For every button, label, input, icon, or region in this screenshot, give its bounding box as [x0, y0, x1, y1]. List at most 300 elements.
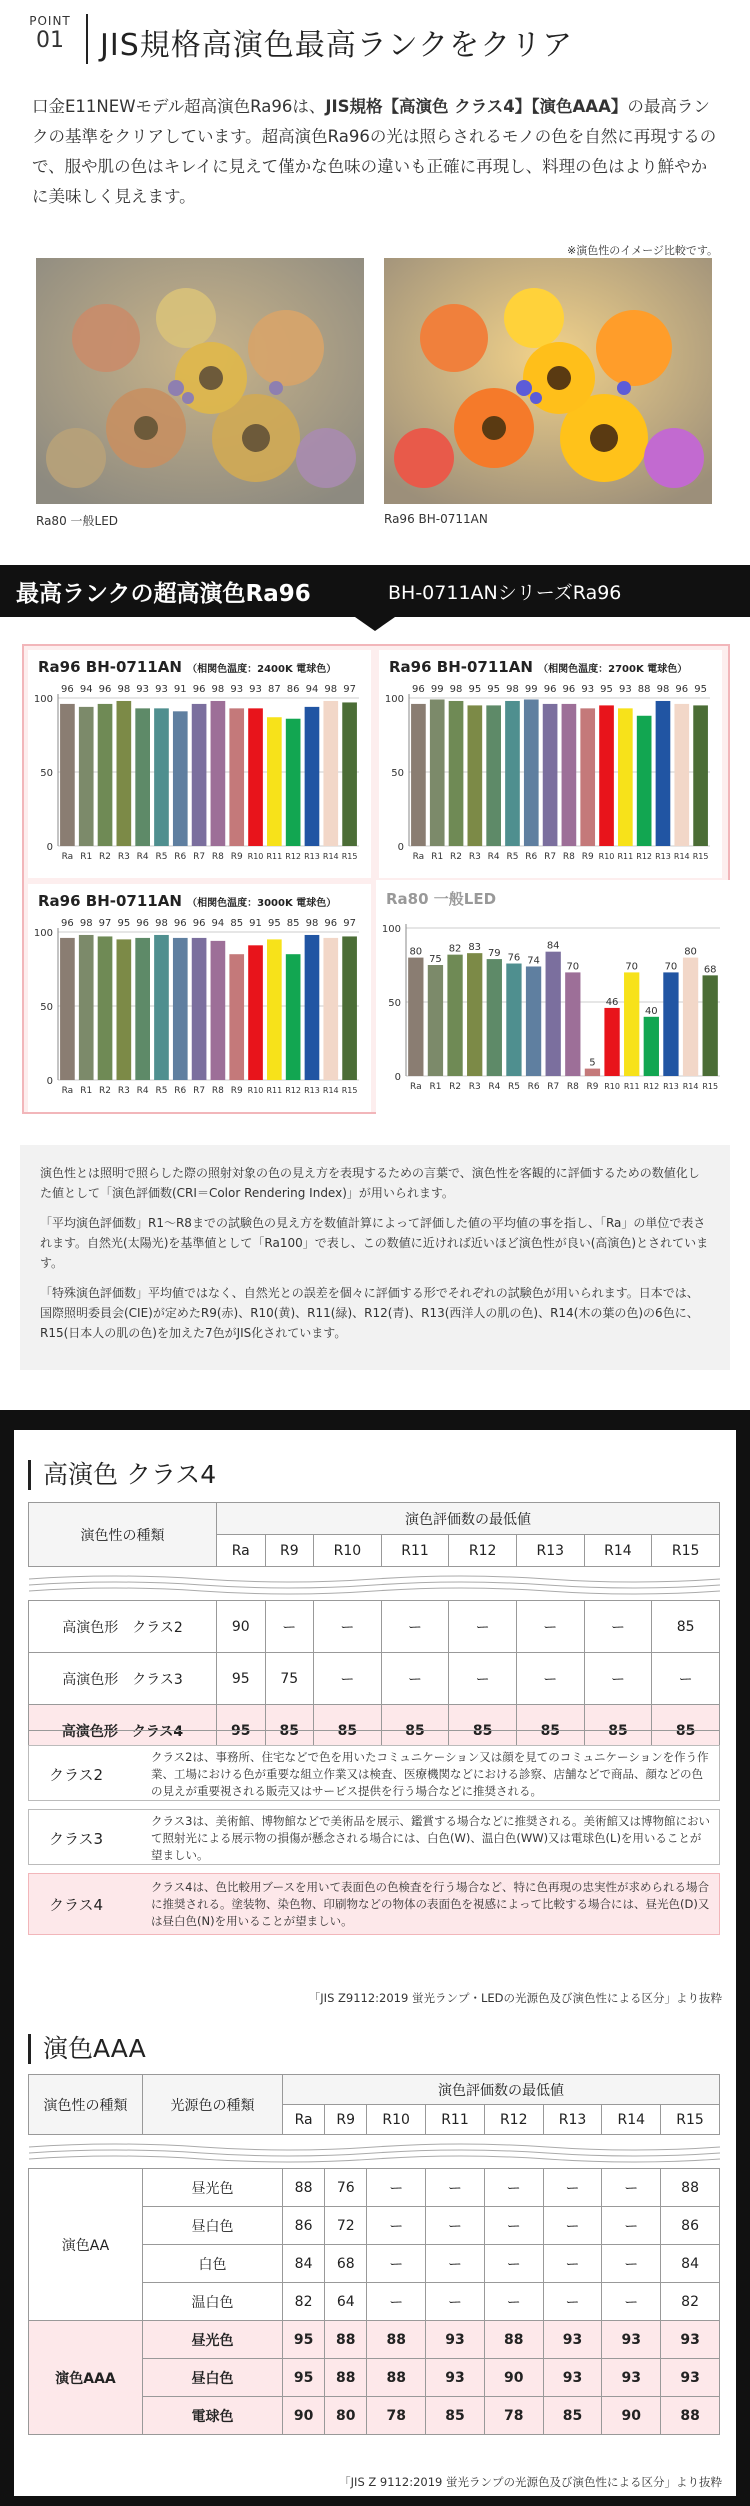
table-cell: 84 [661, 2245, 720, 2283]
x-tick-label: R15 [341, 852, 358, 861]
x-tick-label: R1 [429, 1082, 442, 1092]
table-cell: ー [367, 2245, 426, 2283]
data-label: 95 [468, 684, 482, 695]
spec-card [14, 1430, 736, 2496]
bar-R2 [447, 955, 462, 1076]
bar-R14 [323, 938, 338, 1080]
data-label: 96 [192, 918, 206, 929]
bar-R8 [211, 941, 226, 1080]
intro-text [32, 92, 722, 212]
flower-photo-ra96 [384, 258, 712, 504]
banner-arrow [355, 617, 395, 631]
bar-R5 [154, 935, 169, 1080]
x-tick-label: R15 [702, 1082, 719, 1091]
x-tick-label: R6 [174, 852, 187, 862]
bar-R6 [173, 938, 188, 1080]
x-tick-label: R5 [155, 852, 168, 862]
y-tick-label: 0 [46, 1076, 53, 1087]
table-cell: 75 [265, 1653, 314, 1705]
bar-chart-2700k [379, 678, 722, 878]
photo-caption-ra96: Ra96 BH-0711AN [384, 512, 488, 526]
table-cell: 78 [484, 2397, 543, 2435]
x-tick-label: R5 [507, 1082, 520, 1092]
x-tick-label: R11 [617, 852, 634, 861]
table-cell: 88 [367, 2359, 426, 2397]
table-cell: ー [584, 1653, 652, 1705]
table-cell: 68 [325, 2245, 367, 2283]
data-label: 96 [61, 918, 74, 929]
table-cell: ー [484, 2169, 543, 2207]
bar-R12 [286, 954, 301, 1080]
chart-title [38, 658, 336, 676]
source-label: 昼光色 [143, 2169, 283, 2207]
data-label: 88 [637, 684, 651, 695]
x-tick-label: R8 [562, 852, 575, 862]
data-label: 46 [605, 996, 619, 1008]
table-row [29, 1653, 720, 1705]
aaa-source-header: 光源色の種類 [143, 2075, 283, 2135]
data-label: 98 [211, 684, 225, 695]
x-tick-label: R13 [304, 1086, 320, 1095]
table-cell: ー [652, 1653, 720, 1705]
cri-charts [22, 644, 730, 1114]
table-cell: 88 [325, 2321, 367, 2359]
bar-R11 [618, 708, 633, 846]
source-label: 白色 [143, 2245, 283, 2283]
table-cell: ー [426, 2169, 485, 2207]
x-tick-label: R8 [211, 852, 224, 862]
x-tick-label: Ra [410, 1082, 422, 1092]
bar-R14 [323, 701, 338, 846]
bar-R1 [79, 935, 94, 1080]
data-label: 98 [305, 918, 319, 929]
bar-R3 [117, 939, 132, 1080]
bar-Ra [408, 958, 423, 1076]
y-tick-label: 50 [40, 768, 53, 779]
bar-R15 [342, 702, 357, 846]
table-cell: 88 [661, 2169, 720, 2207]
chart-title-main: Ra96 BH-0711AN [38, 892, 182, 910]
table-cell: 85 [426, 2397, 485, 2435]
table-cell: 95 [283, 2321, 325, 2359]
chart-title [38, 892, 336, 910]
data-label: 93 [136, 684, 150, 695]
data-label: 96 [98, 684, 112, 695]
table-cell: 85 [543, 2397, 602, 2435]
bar-chart-ra80 [376, 908, 732, 1112]
bar-R9 [585, 1069, 600, 1076]
bar-R6 [173, 711, 188, 846]
data-label: 86 [286, 684, 300, 695]
x-tick-label: R6 [525, 852, 538, 862]
table-cell: 93 [602, 2321, 661, 2359]
point-header [0, 0, 750, 90]
column-header: Ra [217, 1535, 266, 1567]
bar-R4 [135, 938, 150, 1080]
table-cell: 80 [325, 2397, 367, 2435]
data-label: 96 [324, 918, 338, 929]
data-label: 96 [136, 918, 150, 929]
table-cell: ー [381, 1653, 449, 1705]
table-cell: ー [543, 2245, 602, 2283]
table-cell: ー [367, 2169, 426, 2207]
table-cell: 93 [426, 2359, 485, 2397]
column-header: R11 [426, 2105, 485, 2135]
table-cell: 93 [661, 2359, 720, 2397]
table-cell: ー [543, 2169, 602, 2207]
column-header: R15 [661, 2105, 720, 2135]
data-label: 97 [98, 918, 112, 929]
data-label: 70 [625, 961, 639, 973]
data-label: 98 [79, 918, 93, 929]
table-cell: 78 [367, 2397, 426, 2435]
class2-row [28, 1745, 720, 1801]
chart-panel-3000k [28, 884, 371, 1112]
table-cell: ー [367, 2283, 426, 2321]
table-cell: 72 [325, 2207, 367, 2245]
data-label: 99 [524, 684, 538, 695]
column-header: R14 [584, 1535, 652, 1567]
class3-row [28, 1809, 720, 1865]
table-cell: ー [602, 2245, 661, 2283]
table-cell: ー [543, 2207, 602, 2245]
source-label: 昼白色 [143, 2359, 283, 2397]
table-cell: 90 [283, 2397, 325, 2435]
chart-panel-ra80 [376, 880, 732, 1116]
data-label: 85 [286, 918, 300, 929]
photo-caption-ra80: Ra80 一般LED [36, 514, 119, 528]
bar-chart-3000k [28, 912, 371, 1112]
table-cell: 82 [661, 2283, 720, 2321]
bar-R15 [342, 936, 357, 1080]
x-tick-label: R13 [663, 1082, 679, 1091]
y-tick-label: 0 [394, 1072, 401, 1083]
table-separator [29, 1567, 720, 1601]
table-cell: 90 [602, 2397, 661, 2435]
banner-right-text: BH-0711ANシリーズRa96 [388, 582, 622, 604]
x-tick-label: R13 [655, 852, 671, 861]
data-label: 76 [507, 952, 521, 964]
bar-R2 [449, 701, 464, 846]
source-label: 昼光色 [143, 2321, 283, 2359]
data-label: 95 [600, 684, 613, 695]
x-tick-label: R10 [598, 852, 615, 861]
x-tick-label: R3 [468, 852, 481, 862]
chart-panel-2700k [379, 650, 722, 878]
data-label: 80 [684, 946, 697, 958]
class3-desc: クラス3は、美術館、博物館などで美術品を展示、鑑賞する場合などに推奨される。美術館又は博物館において照射光による展示物の損傷が懸念される場合には、白色(W)、温白色(WW)又は電球色(L)を用いることが望ましい。 [151, 1814, 710, 1862]
table-cell: 76 [325, 2169, 367, 2207]
table-cell: ー [426, 2245, 485, 2283]
table-cell: 85 [265, 1705, 314, 1757]
bar-R3 [467, 953, 482, 1076]
class2-name: クラス2 [49, 1766, 104, 1784]
table-cell: 86 [283, 2207, 325, 2245]
bar-R12 [637, 716, 652, 846]
table-cell: 90 [484, 2359, 543, 2397]
table-cell: ー [426, 2283, 485, 2321]
chart-subtitle: （相関色温度：2700K 電球色） [538, 664, 688, 675]
y-tick-label: 100 [384, 694, 404, 705]
column-header: R10 [367, 2105, 426, 2135]
bar-R7 [192, 938, 207, 1080]
table-cell: ー [314, 1653, 382, 1705]
class4-desc: クラス4は、色比較用ブースを用いて表面色の色検査を行う場合など、特に色再現の忠実性が求められる場合に推奨される。塗装物、染色物、印刷物などの物体の表面色を視感によって比較する場合には、昼光色(D)又は昼白色(N)を用いることが望ましい。 [151, 1880, 710, 1928]
aaa-title: 演色AAA [28, 2034, 146, 2064]
table-separator [29, 2135, 720, 2169]
x-tick-label: R1 [80, 852, 93, 862]
chart-title-main: Ra96 BH-0711AN [38, 658, 182, 676]
data-label: 82 [448, 943, 462, 955]
table-cell: 85 [516, 1705, 584, 1757]
x-tick-label: R12 [285, 1086, 302, 1095]
table-cell: 84 [283, 2245, 325, 2283]
class3-name: クラス3 [49, 1830, 104, 1848]
x-tick-label: R6 [527, 1082, 540, 1092]
table-cell: ー [426, 2207, 485, 2245]
bar-Ra [60, 704, 75, 846]
bar-R10 [604, 1008, 619, 1076]
x-tick-label: Ra [412, 852, 425, 862]
bar-R2 [98, 704, 113, 846]
column-header: R11 [381, 1535, 449, 1567]
table-cell: 95 [217, 1653, 266, 1705]
data-label: 96 [562, 684, 576, 695]
data-label: 96 [192, 684, 206, 695]
x-tick-label: R12 [636, 852, 653, 861]
data-label: 96 [675, 684, 689, 695]
chart-title [389, 658, 687, 676]
table-cell: 95 [283, 2359, 325, 2397]
table-cell: 85 [584, 1705, 652, 1757]
data-label: 98 [449, 684, 463, 695]
column-header: R9 [325, 2105, 367, 2135]
data-label: 80 [409, 946, 423, 958]
table-cell: 64 [325, 2283, 367, 2321]
bar-R2 [98, 936, 113, 1080]
data-label: 95 [267, 918, 281, 929]
row-label: 高演色形 クラス4 [29, 1705, 217, 1757]
bar-R8 [565, 972, 580, 1076]
data-label: 97 [343, 918, 356, 929]
table-cell: ー [602, 2169, 661, 2207]
table-cell: 88 [325, 2359, 367, 2397]
bar-R13 [656, 701, 671, 846]
column-header: R14 [602, 2105, 661, 2135]
bar-Ra [60, 938, 75, 1080]
x-tick-label: R14 [322, 1086, 339, 1095]
bar-R5 [154, 708, 169, 846]
x-tick-label: R7 [193, 852, 206, 862]
x-tick-label: R10 [247, 1086, 264, 1095]
table-row [29, 1601, 720, 1653]
column-header: R12 [449, 1535, 517, 1567]
x-tick-label: R3 [117, 852, 130, 862]
bar-R1 [79, 707, 94, 846]
source-label: 電球色 [143, 2397, 283, 2435]
table-cell: 85 [449, 1705, 517, 1757]
data-label: 93 [230, 684, 244, 695]
y-tick-label: 50 [391, 768, 404, 779]
data-label: 94 [79, 684, 93, 695]
class4-row [28, 1873, 720, 1935]
x-tick-label: R1 [431, 852, 444, 862]
bar-R13 [663, 972, 678, 1076]
intro-bold: JIS規格【高演色 クラス4】【演色AAA】 [325, 97, 628, 116]
banner-left-text: 最高ランクの超高演色Ra96 [16, 581, 311, 607]
bar-R10 [248, 945, 263, 1080]
data-label: 84 [546, 940, 560, 952]
column-header: R10 [314, 1535, 382, 1567]
table-cell: 88 [661, 2397, 720, 2435]
y-tick-label: 100 [381, 924, 401, 935]
data-label: 93 [581, 684, 595, 695]
data-label: 70 [566, 961, 580, 973]
data-label: 68 [703, 964, 717, 976]
data-label: 95 [117, 918, 131, 929]
data-label: 96 [412, 684, 425, 695]
x-tick-label: R7 [544, 852, 557, 862]
bar-R12 [644, 1017, 659, 1076]
x-tick-label: R13 [304, 852, 320, 861]
table-cell: 86 [661, 2207, 720, 2245]
bar-R8 [211, 701, 226, 846]
flower-photo-ra80 [36, 258, 364, 504]
data-label: 96 [61, 684, 74, 695]
bar-R5 [505, 701, 520, 846]
data-label: 95 [694, 684, 707, 695]
x-tick-label: R2 [450, 852, 463, 862]
bar-R13 [305, 707, 320, 846]
table-cell: 95 [217, 1705, 266, 1757]
x-tick-label: R5 [506, 852, 519, 862]
table-cell: 85 [652, 1705, 720, 1757]
explain-paragraph: 「平均演色評価数」R1～R8までの試験色の見え方を数値計算によって評価した値の平均値の事を指し、「Ra」の単位で表されます。自然光(太陽光)を基準値として「Ra100」で表し、この数値に近ければ近いほど演色性が良い(高演色)とされています。 [40, 1216, 709, 1270]
x-tick-label: R15 [692, 852, 709, 861]
data-label: 74 [527, 955, 540, 967]
chart-title-main: Ra96 BH-0711AN [389, 658, 533, 676]
bar-R14 [674, 704, 689, 846]
data-label: 91 [249, 918, 262, 929]
x-tick-label: Ra [61, 852, 74, 862]
x-tick-label: R14 [673, 852, 690, 861]
bar-R10 [599, 705, 614, 846]
bar-R10 [248, 708, 263, 846]
bar-R13 [305, 935, 320, 1080]
table-row [29, 2321, 720, 2359]
table-cell: 85 [652, 1601, 720, 1653]
x-tick-label: R2 [99, 852, 112, 862]
x-tick-label: R7 [547, 1082, 560, 1092]
table-cell: ー [516, 1601, 584, 1653]
bar-R4 [135, 708, 150, 846]
bar-R11 [267, 717, 282, 846]
x-tick-label: R2 [99, 1086, 112, 1096]
class4-kind-header: 演色性の種類 [29, 1503, 217, 1567]
chart-title [386, 888, 496, 909]
column-header: Ra [283, 2105, 325, 2135]
x-tick-label: R11 [623, 1082, 640, 1091]
bar-R11 [624, 972, 639, 1076]
compare-note: ※演色性のイメージ比較です。 [566, 244, 718, 257]
bar-R15 [693, 705, 708, 846]
y-tick-label: 0 [46, 842, 53, 853]
source-label: 昼白色 [143, 2207, 283, 2245]
table-cell: 90 [217, 1601, 266, 1653]
explain-paragraph: 演色性とは照明で照らした際の照射対象の色の見え方を表現するための言葉で、演色性を客観的に評価するための数値化した値として「演色評価数(CRI＝Color Rendering Index)」が用いられます。 [40, 1166, 700, 1200]
x-tick-label: R9 [581, 852, 594, 862]
table-cell: ー [381, 1601, 449, 1653]
data-label: 95 [487, 684, 501, 695]
row-label: 高演色形 クラス2 [29, 1601, 217, 1653]
x-tick-label: R1 [80, 1086, 93, 1096]
bar-R7 [543, 704, 558, 846]
table-cell: ー [314, 1601, 382, 1653]
y-tick-label: 0 [397, 842, 404, 853]
x-tick-label: Ra [61, 1086, 74, 1096]
chart-panel-2400k [28, 650, 371, 878]
aaa-table [28, 2074, 720, 2435]
class2-desc: クラス2は、事務所、住宅などで色を用いたコミュニケーション又は顔を見てのコミュニケーションを作う作業、工場における色が重要な組立作業又は検査、医療機関などにおける診察、店舗などで商品、顔などの色の見えが重要視される販売又はサービス提供を行う場合などに推奨される。 [151, 1750, 709, 1798]
bar-R9 [580, 708, 595, 846]
point-title: JIS規格高演色最高ランクをクリア [100, 28, 574, 63]
table-cell: ー [449, 1653, 517, 1705]
x-tick-label: R4 [136, 852, 149, 862]
group-label: 演色AAA [29, 2321, 143, 2435]
data-label: 87 [267, 684, 281, 695]
bar-R8 [562, 704, 577, 846]
class4-name: クラス4 [49, 1896, 104, 1914]
data-label: 79 [487, 948, 501, 960]
chart-title-main: Ra80 一般LED [386, 890, 497, 908]
table-cell: ー [367, 2207, 426, 2245]
data-label: 96 [173, 918, 187, 929]
column-header: R12 [484, 2105, 543, 2135]
data-label: 98 [155, 918, 168, 929]
bar-chart-2400k [28, 678, 371, 878]
data-label: 99 [430, 684, 444, 695]
y-tick-label: 50 [388, 998, 401, 1009]
aaa-kind-header: 演色性の種類 [29, 2075, 143, 2135]
table-cell: 93 [543, 2359, 602, 2397]
table-row [29, 2169, 720, 2207]
data-label: 83 [468, 942, 482, 954]
y-tick-label: 50 [40, 1002, 53, 1013]
x-tick-label: R2 [449, 1082, 462, 1092]
bar-R4 [486, 705, 501, 846]
point-number: 01 [36, 28, 64, 53]
x-tick-label: R8 [211, 1086, 224, 1096]
data-label: 98 [324, 684, 338, 695]
x-tick-label: R14 [682, 1082, 699, 1091]
aaa-citation: 「JIS Z 9112:2019 蛍光ランプの光源色及び演色性による区分」より抜粋 [339, 2475, 722, 2489]
table-cell: ー [543, 2283, 602, 2321]
y-tick-label: 100 [33, 694, 53, 705]
table-cell: 85 [381, 1705, 449, 1757]
table-cell: ー [484, 2283, 543, 2321]
table-cell: ー [484, 2207, 543, 2245]
table-cell: 88 [367, 2321, 426, 2359]
bar-R11 [267, 939, 282, 1080]
data-label: 93 [155, 684, 168, 695]
chart-subtitle: （相関色温度：3000K 電球色） [187, 898, 337, 909]
table-cell: ー [449, 1601, 517, 1653]
class4-title: 高演色 クラス4 [28, 1460, 216, 1490]
class4-citation: 「JIS Z9112:2019 蛍光ランプ・LEDの光源色及び演色性による区分」より抜粋 [308, 1991, 722, 2005]
x-tick-label: R4 [488, 1082, 501, 1092]
data-label: 98 [656, 684, 670, 695]
table-cell: 88 [484, 2321, 543, 2359]
